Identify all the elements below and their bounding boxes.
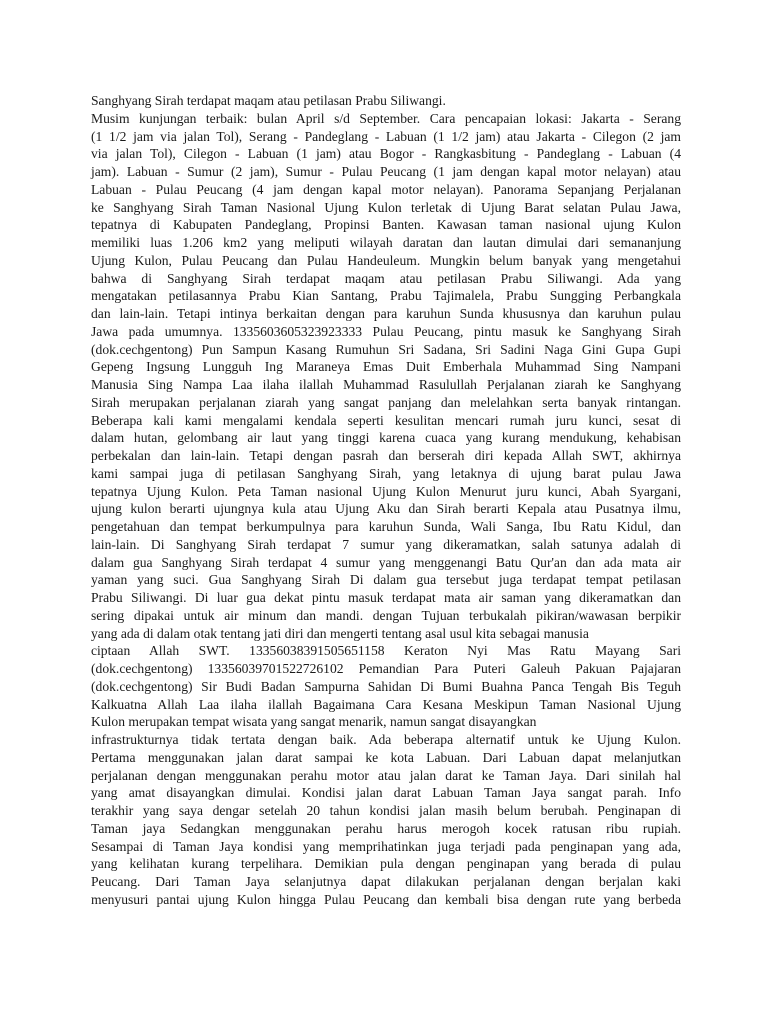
text-line: kami sampai juga di petilasan Sanghyang Sirah, yang letaknya di ujung barat pulau Jawa [91,465,681,481]
text-line: menyusuri pantai ujung Kulon hingga Pulau Peucang dan kembali bisa dengan rute yang berbeda [91,891,681,907]
text-line: ke Sanghyang Sirah Taman Nasional Ujung Kulon terletak di Ujung Barat selatan Pulau Jawa, [91,199,681,215]
text-line: infrastrukturnya tidak tertata dengan baik. Ada beberapa alternatif untuk ke Ujung Kulon. [91,732,681,747]
text-line: perjalanan dengan menggunakan perahu motor atau jalan darat ke Taman Jaya. Dari sinilah hal [91,767,681,783]
text-line: memiliki luas 1.206 km2 yang meliputi wilayah daratan dan lautan dimulai dari semananjung [91,235,681,250]
text-line: Sesampai di Taman Jaya kondisi yang memprihatinkan juga terjadi pada penginapan yang ada, [91,838,681,854]
text-line: (1 1/2 jam via jalan Tol), Serang - Pandeglang - Labuan (1 1/2 jam) atau Jakarta - Cilegon (2 jam [91,128,681,144]
text-line: yang ada di dalam otak tentang jati diri dan mengerti tentang asal usul kita sebagai manusia [91,625,589,641]
text-line: Beberapa kali kami mengalami kendala seperti kesulitan mencari rumah juru kunci, sesat di [91,412,681,428]
text-line: tepatnya di Kabupaten Pandeglang, Propinsi Banten. Kawasan taman nasional ujung Kulon [91,217,681,233]
body-text [91,92,681,909]
text-line: dalam gua Sanghyang Sirah terdapat 4 sumur yang menggenangi Batu Qur'an dan ada mata air [91,554,681,570]
text-line: Kulon merupakan tempat wisata yang sangat menarik, namun sangat disayangkan [91,714,537,730]
text-line: terakhir yang saya dengar setelah 20 tahun kondisi jalan masih belum berubah. Penginapan di [91,803,681,818]
text-line: mengatakan petilasannya Prabu Kian Santang, Prabu Tajimalela, Prabu Sungging Perbangkala [91,288,681,304]
text-line: Pertama menggunakan jalan darat sampai ke kota Labuan. Dari Labuan dapat melanjutkan [91,749,681,765]
text-line: dalam hutan, gelombang air laut yang tinggi karena cuaca yang kurang mendukung, kehabisan [91,430,681,446]
text-line: Kalkuatna Allah Laa ilaha ilallah Bagaimana Cara Kesana Meskipun Taman Nasional Ujung [91,696,681,712]
text-line: Jawa pada umumnya. 1335603605323923333 Pulau Peucang, pintu masuk ke Sanghyang Sirah [91,323,681,339]
text-line: Taman jaya Sedangkan menggunakan perahu harus merogoh kocek ratusan ribu rupiah. [91,820,681,836]
text-line: dan lain-lain. Tetapi intinya berkaitan dengan para karuhun Sunda khususnya dan karuhun pulau [91,306,681,321]
text-line: (dok.cechgentong) 13356039701522726102 Pemandian Para Puteri Galeuh Pakuan Pajajaran [91,661,681,676]
text-line: via jalan Tol), Cilegon - Labuan (1 jam) atau Bogor - Rangkasbitung - Pandeglang - Labuan (4 [91,146,681,162]
text-line: Manusia Sing Nampa Laa ilaha ilallah Muhammad Rasulullah Perjalanan ziarah ke Sanghyang [91,377,681,392]
text-line: Peucang. Dari Taman Jaya selanjutnya dapat dilakukan perjalanan dengan berjalan kaki [91,874,681,889]
text-line: yang kelihatan kurang terpelihara. Demikian pula dengan penginapan yang berada di pulau [91,856,681,872]
text-line: Ujung Kulon, Pulau Peucang dan Pulau Handeuleum. Mungkin belum banyak yang mengetahui [91,252,681,268]
text-line: Prabu Siliwangi. Di luar gua dekat pintu masuk terdapat mata air saman yang dikeramatkan dan [91,590,681,605]
text-line: Sanghyang Sirah terdapat maqam atau petilasan Prabu Siliwangi. [91,93,446,108]
text-line: pengetahuan dan tempat berkumpulnya para karuhun Sunda, Wali Sanga, Ibu Ratu Kidul, dan [91,519,681,534]
text-line: sering dipakai untuk air minum dan mandi. dengan Tujuan terbukalah pikiran/wawasan berpikir [91,607,681,623]
text-line: tepatnya Ujung Kulon. Peta Taman nasional Ujung Kulon Menurut juru kunci, Abah Syargani, [91,483,681,499]
text-line: Gepeng Ingsung Lungguh Ing Maraneya Emas Duit Emberhala Muhammad Sing Nampani [91,359,681,375]
text-line: Sirah merupakan perjalanan ziarah yang sangat panjang dan melelahkan serta banyak rintangan. [91,394,681,410]
text-line: yaman yang suci. Gua Sanghyang Sirah Di dalam gua tersebut juga terdapat tempat petilasan [91,572,681,588]
text-line: lain-lain. Di Sanghyang Sirah terdapat 7 sumur yang dikeramatkan, salah satunya adalah di [91,536,681,552]
text-line: perbekalan dan lain-lain. Tetapi dengan pasrah dan berserah diri kepada Allah SWT, akhirnya [91,448,681,463]
text-line: (dok.cechgentong) Sir Budi Badan Sampurna Sahidan Di Bumi Buahna Panca Tengah Bis Teguh [91,678,681,694]
text-line: Musim kunjungan terbaik: bulan April s/d September. Cara pencapaian lokasi: Jakarta - Serang [91,110,681,126]
text-line: ujung kulon berarti ujungnya kula atau Ujung Aku dan Sirah berarti Kepala atau Pusatnya ilmu, [91,501,681,517]
text-line: (dok.cechgentong) Pun Sampun Kasang Rumuhun Sri Sadana, Sri Sadini Naga Gini Gupa Gupi [91,341,681,357]
text-line: yang amat disayangkan dimulai. Kondisi jalan darat Labuan Taman Jaya sangat parah. Info [91,785,681,801]
text-line: ciptaan Allah SWT. 13356038391505651158 Keraton Nyi Mas Ratu Mayang Sari [91,643,681,659]
text-line: jam). Labuan - Sumur (2 jam), Sumur - Pulau Peucang (1 jam dengan kapal motor nelayan) atau [91,164,681,179]
text-line: Labuan - Pulau Peucang (4 jam dengan kapal motor nelayan). Panorama Sepanjang Perjalanan [91,181,681,197]
text-line: bahwa di Sanghyang Sirah terdapat maqam atau petilasan Prabu Siliwangi. Ada yang [91,270,681,286]
